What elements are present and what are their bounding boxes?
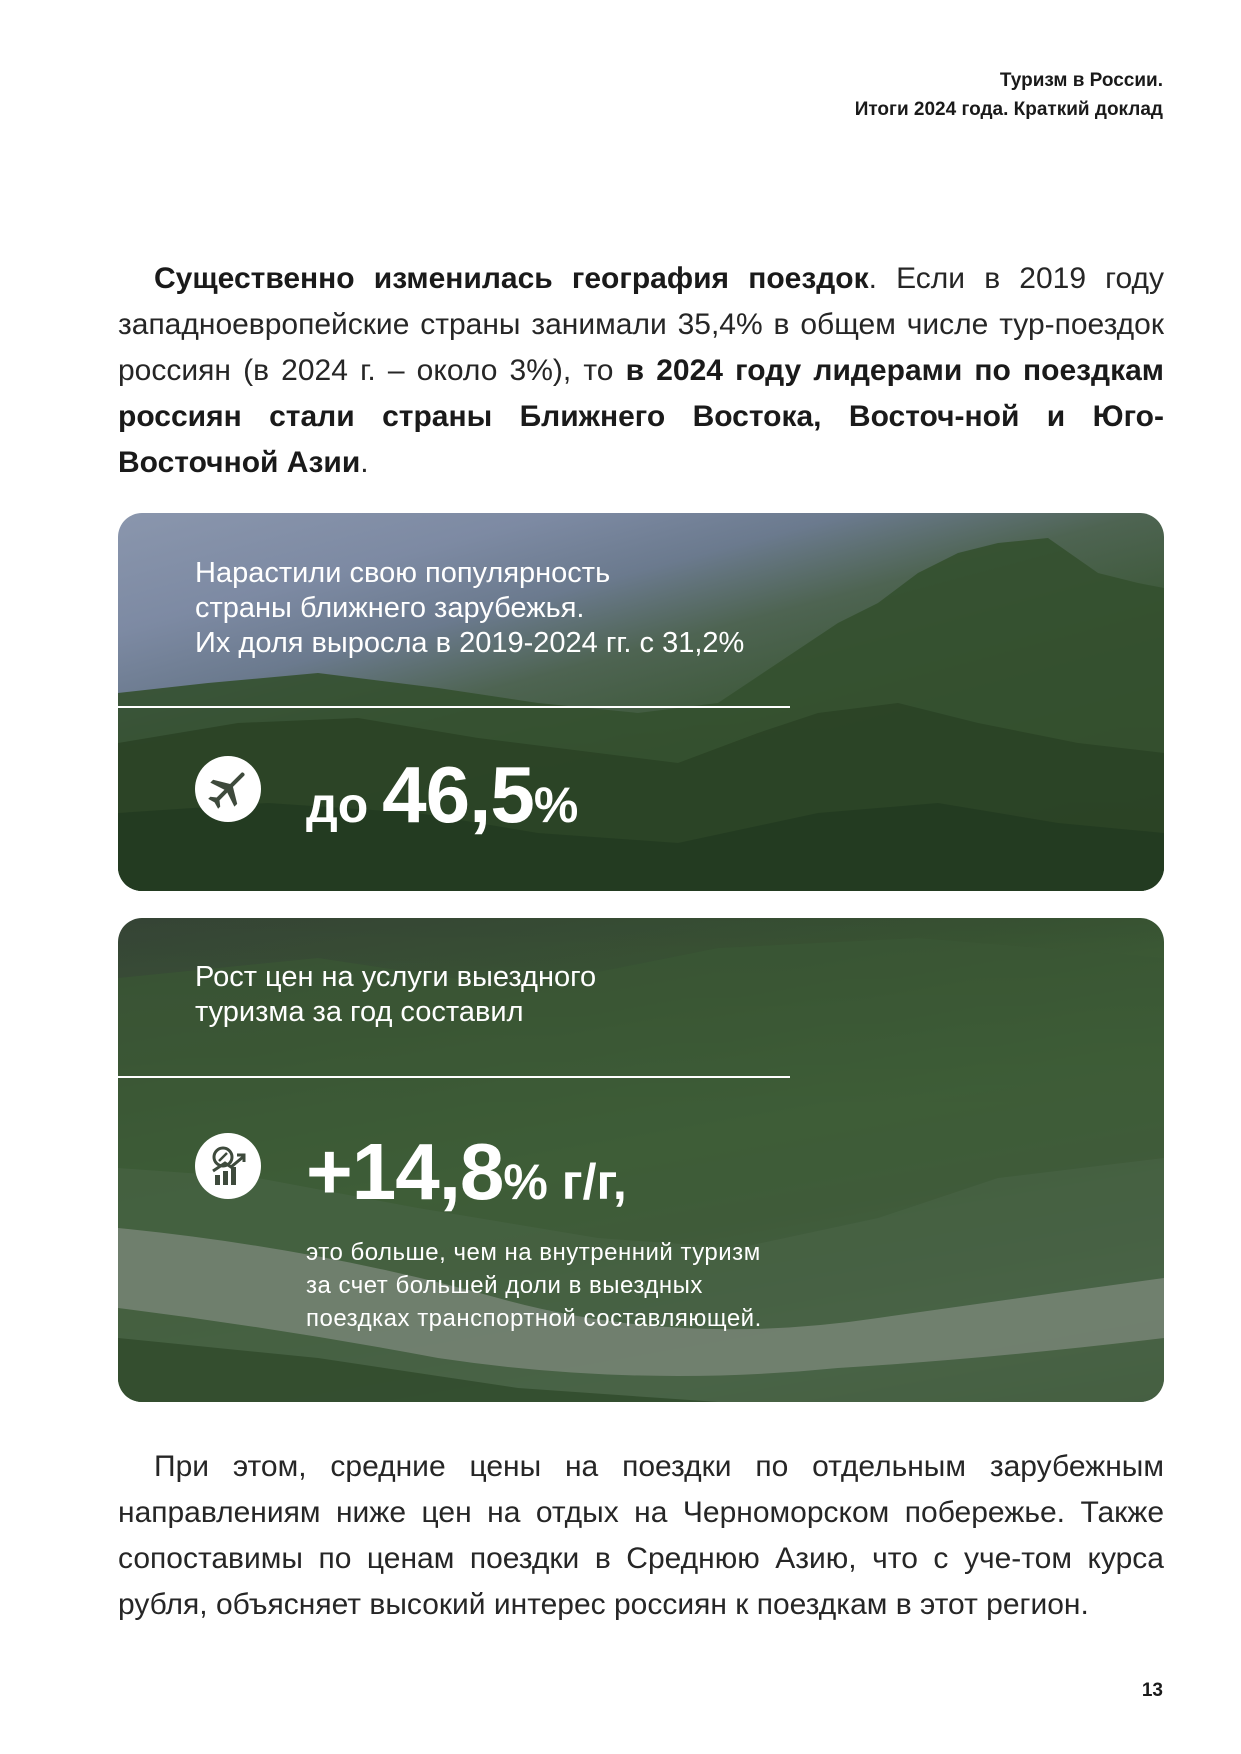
- stat-card-price-growth: [118, 918, 1164, 1402]
- price-growth-icon: [195, 1133, 261, 1199]
- card1-title-line: Их доля выросла в 2019-2024 гг. с 31,2%: [195, 627, 745, 659]
- card2-title: [195, 960, 596, 1030]
- intro-text-2: .: [360, 446, 369, 479]
- closing-paragraph: [118, 1444, 1164, 1628]
- card2-note: [306, 1236, 762, 1335]
- stat-card-neighbor-countries: [118, 513, 1164, 891]
- card1-value-unit: %: [533, 777, 579, 833]
- airplane-icon: [195, 756, 261, 822]
- card1-title: [195, 556, 744, 661]
- card2-note-line: за счет большей доли в выездных: [306, 1272, 703, 1299]
- card2-note-line: это больше, чем на внутренний туризм: [306, 1239, 761, 1266]
- card1-title-line: страны ближнего зарубежья.: [195, 592, 585, 624]
- header-line-2: Итоги 2024 года. Краткий доклад: [854, 99, 1163, 120]
- card2-divider: [118, 1076, 790, 1078]
- running-header: [855, 66, 1163, 124]
- card1-value-prefix: до: [306, 777, 383, 833]
- page-number: 13: [1141, 1680, 1163, 1701]
- intro-bold-highlight: в 2024 году лидерами по поездкам россиян стали страны Ближнего Востока, Восточ-ной и Юго-Восточной Азии: [118, 354, 1164, 479]
- intro-paragraph: [118, 256, 1164, 486]
- intro-bold-lead: Существенно изменилась география поездок: [154, 262, 869, 295]
- card1-title-line: Нарастили свою популярность: [195, 557, 611, 589]
- intro-text-1: . Если в 2019 году западноевропейские страны занимали 35,4% в общем числе тур-поездок россиян (в 2024 г. – около 3%), то: [118, 262, 1164, 387]
- card2-title-line: Рост цен на услуги выездного: [195, 961, 597, 993]
- card2-value-unit: % г/г,: [503, 1154, 627, 1210]
- card2-note-line: поездках транспортной составляющей.: [306, 1305, 762, 1332]
- card1-value-number: 46,5: [382, 750, 534, 839]
- card1-value: [306, 749, 578, 841]
- card1-divider: [118, 706, 790, 708]
- card2-value-number: +14,8: [306, 1127, 504, 1216]
- closing-text: При этом, средние цены на поездки по отдельным зарубежным направлениям ниже цен на отдых на Черноморском побережье. Также сопоставимы по ценам поездки в Среднюю Азию, что с уче-том курса рубля, объясняет высокий интерес россиян к поездкам в этот регион.: [118, 1450, 1164, 1621]
- card2-value: [306, 1126, 627, 1218]
- card2-title-line: туризма за год составил: [195, 996, 524, 1028]
- header-line-1: Туризм в России.: [999, 70, 1163, 91]
